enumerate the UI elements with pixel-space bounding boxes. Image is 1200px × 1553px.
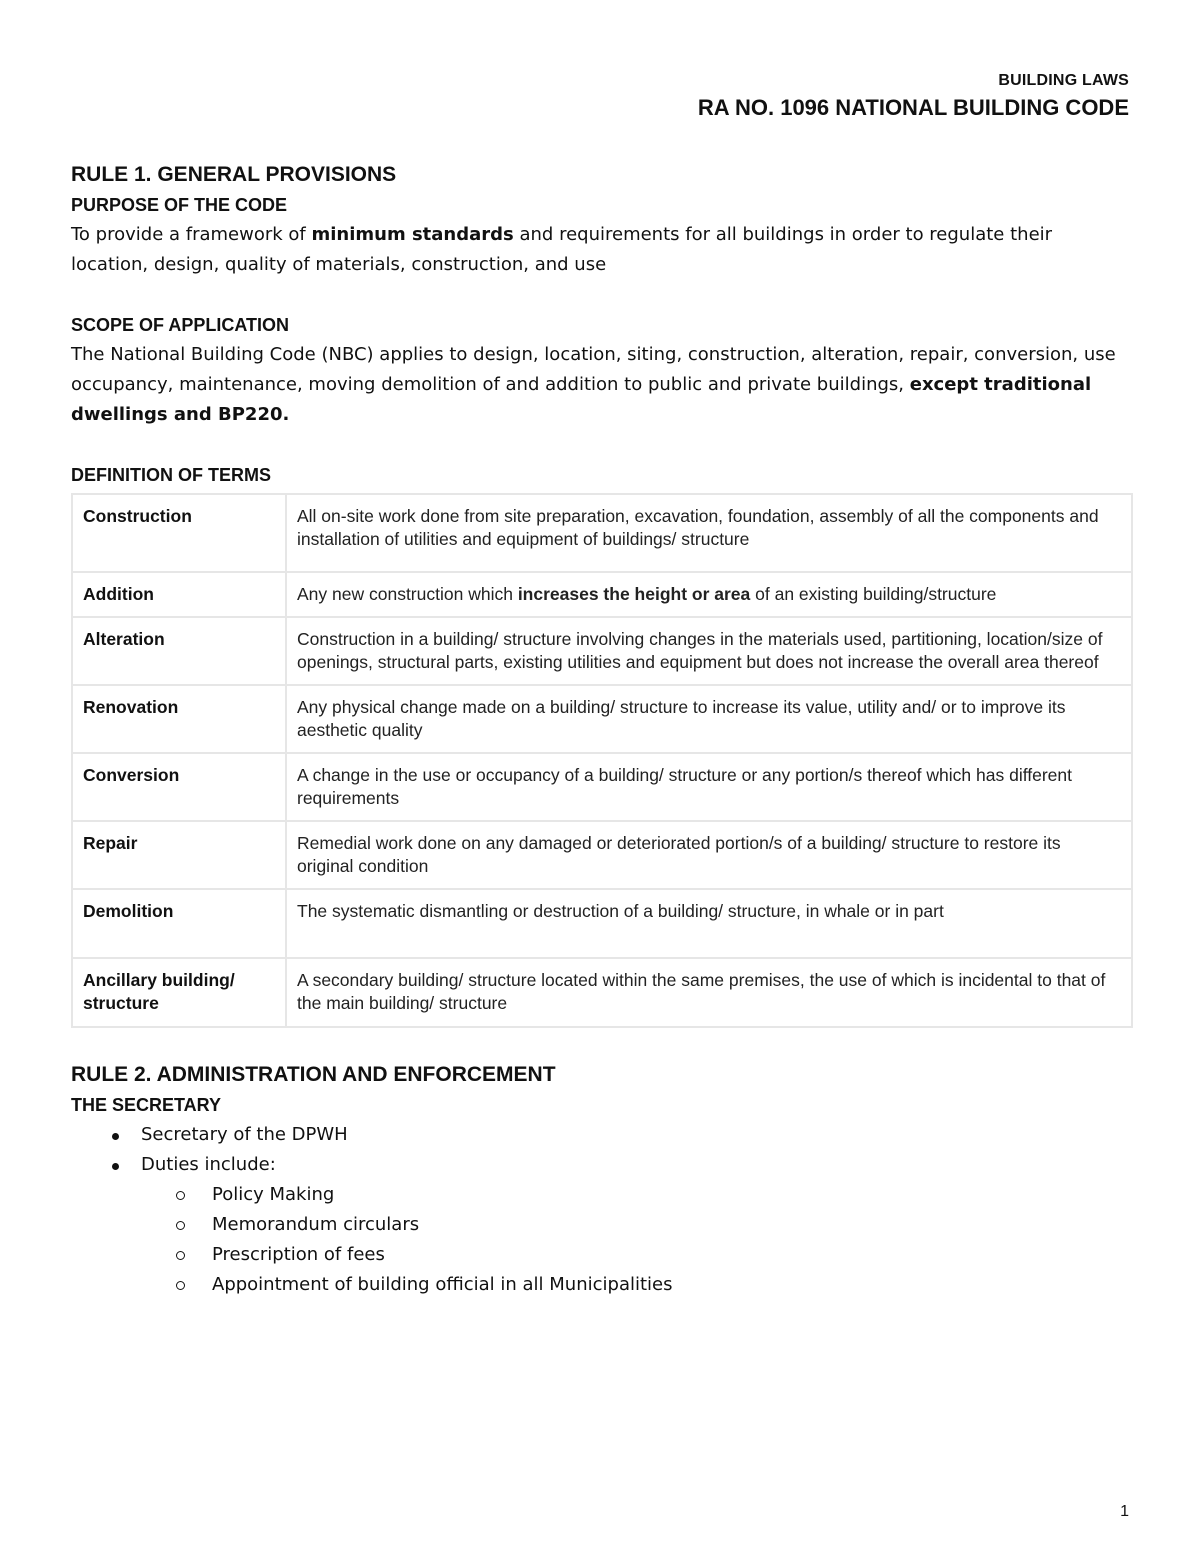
document-subject: BUILDING LAWS: [998, 72, 1129, 89]
list-item-text: Memorandum circulars: [212, 1214, 420, 1235]
list-item-text: Duties include:: [141, 1154, 276, 1175]
list-item: [71, 1150, 1131, 1300]
definition-text-b: of an existing building/structure: [750, 584, 997, 604]
secretary-list: [71, 1120, 1131, 1300]
list-item-text: Prescription of fees: [212, 1244, 385, 1265]
term-cell: Conversion: [72, 753, 286, 821]
purpose-text-a: To provide a framework of: [71, 224, 312, 245]
purpose-text-bold: minimum standards: [311, 224, 514, 245]
definition-cell: Any physical change made on a building/ structure to increase its value, utility and/ or to improve its aesthetic quality: [286, 685, 1132, 753]
definition-cell: Remedial work done on any damaged or deteriorated portion/s of a building/ structure to restore its original condition: [286, 821, 1132, 889]
list-item: [71, 1120, 1131, 1150]
scope-text-a: The National Building Code (NBC) applies to design, location, siting, construction, alteration, repair, conversion, use occupancy, maintenance, moving demolition of and addition to public and private buildings,: [71, 344, 1116, 395]
rule2-title: RULE 2. ADMINISTRATION AND ENFORCEMENT: [71, 1063, 556, 1086]
term-cell: Ancillary building/ structure: [72, 958, 286, 1027]
term-cell: Addition: [72, 572, 286, 617]
table-row: [72, 572, 1132, 617]
purpose-text-b: and requirements for all buildings in order to regulate their location, design, quality of materials, construction, and use: [71, 224, 1053, 275]
definition-text-bold: increases the height or area: [517, 584, 751, 604]
table-row: [72, 494, 1132, 572]
definitions-table: [71, 493, 1133, 1028]
definition-cell: [286, 572, 1132, 617]
list-item: [71, 1210, 1131, 1240]
scope-text: [71, 340, 1131, 430]
definitions-heading: DEFINITION OF TERMS: [71, 465, 271, 485]
definition-cell: Construction in a building/ structure involving changes in the materials used, partitioning, location/size of openings, structural parts, existing utilities and equipment but does not increase the overall area thereof: [286, 617, 1132, 685]
page-content: [71, 160, 1131, 1300]
page-number: 1: [1120, 1503, 1129, 1520]
definition-cell: All on-site work done from site preparation, excavation, foundation, assembly of all the components and installation of utilities and equipment of buildings/ structure: [286, 494, 1132, 572]
table-row: [72, 685, 1132, 753]
list-item-text: Appointment of building official in all Municipalities: [212, 1274, 673, 1295]
document-title: RA NO. 1096 NATIONAL BUILDING CODE: [697, 95, 1129, 120]
list-item-text: Secretary of the DPWH: [141, 1124, 348, 1145]
scope-heading: SCOPE OF APPLICATION: [71, 315, 290, 335]
term-cell: Demolition: [72, 889, 286, 958]
table-row: [72, 889, 1132, 958]
bullet-icon: [112, 1133, 119, 1140]
list-item-text: Policy Making: [212, 1184, 335, 1205]
term-cell: Renovation: [72, 685, 286, 753]
table-row: [72, 753, 1132, 821]
hollow-bullet-icon: [176, 1281, 185, 1290]
list-item: [71, 1180, 1131, 1210]
table-row: [72, 617, 1132, 685]
purpose-text: [71, 220, 1131, 280]
term-cell: Alteration: [72, 617, 286, 685]
scope-text-bold: except traditional dwellings and BP220.: [71, 374, 1092, 425]
secretary-heading: THE SECRETARY: [71, 1095, 222, 1115]
bullet-icon: [112, 1163, 119, 1170]
definition-text-a: Any new construction which: [297, 584, 518, 604]
hollow-bullet-icon: [176, 1221, 185, 1230]
rule1-title: RULE 1. GENERAL PROVISIONS: [71, 163, 397, 186]
duties-list: [71, 1180, 1131, 1300]
list-item: [71, 1270, 1131, 1300]
table-row: [72, 958, 1132, 1027]
term-cell: Repair: [72, 821, 286, 889]
purpose-heading: PURPOSE OF THE CODE: [71, 195, 288, 215]
hollow-bullet-icon: [176, 1251, 185, 1260]
definition-cell: The systematic dismantling or destruction of a building/ structure, in whale or in part: [286, 889, 1132, 958]
definition-cell: A secondary building/ structure located within the same premises, the use of which is incidental to that of the main building/ structure: [286, 958, 1132, 1027]
list-item: [71, 1240, 1131, 1270]
table-row: [72, 821, 1132, 889]
term-cell: Construction: [72, 494, 286, 572]
definition-cell: A change in the use or occupancy of a building/ structure or any portion/s thereof which has different requirements: [286, 753, 1132, 821]
hollow-bullet-icon: [176, 1191, 185, 1200]
